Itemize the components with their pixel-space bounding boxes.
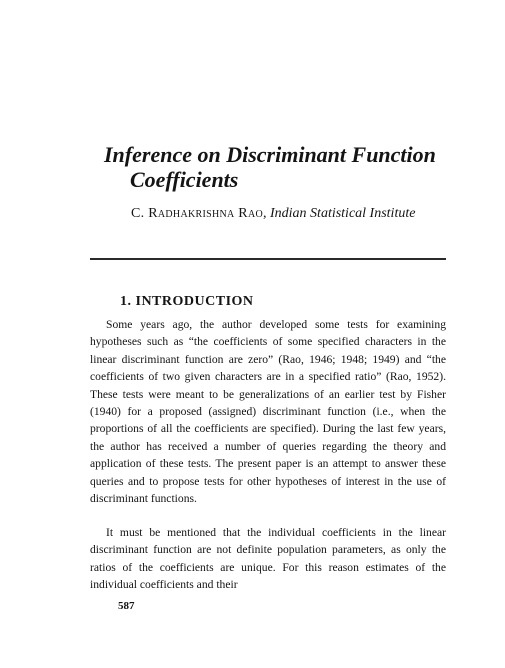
author-name: C. Radhakrishna Rao	[131, 206, 263, 221]
author-byline	[131, 205, 415, 222]
title-line-1: Inference on Discriminant Function	[104, 142, 436, 167]
author-separator: ,	[263, 206, 270, 221]
title-divider	[90, 258, 446, 260]
page-number: 587	[118, 600, 135, 612]
body-paragraph-1: Some years ago, the author developed some tests for examining hypotheses such as “the coefficients of some specified characters in the linear discriminant function are zero” (Rao, 1946; 1948; 1949) and “the coefficients of two given characters are in a specified ratio” (Rao, 1952). These tests were meant to be generalizations of an earlier test by Fisher (1940) for a proposed (assigned) discriminant function (i.e., when the proportions of all the coefficients are specified). During the last few years, the author has received a number of queries regarding the theory and application of these tests. The present paper is an attempt to answer these queries and to propose tests for other hypotheses of interest in the use of discriminant functions.	[90, 318, 446, 506]
section-heading: 1. INTRODUCTION	[120, 294, 254, 309]
title-line-2: Coefficients	[130, 167, 239, 192]
body-paragraph-2: It must be mentioned that the individual coefficients in the linear discriminant function are not definite population parameters, as only the ratios of the coefficients are unique. For this reason estimates of the individual coefficients and their	[90, 526, 446, 592]
author-institution: Indian Statistical Institute	[270, 206, 416, 221]
paper-title	[104, 142, 444, 192]
